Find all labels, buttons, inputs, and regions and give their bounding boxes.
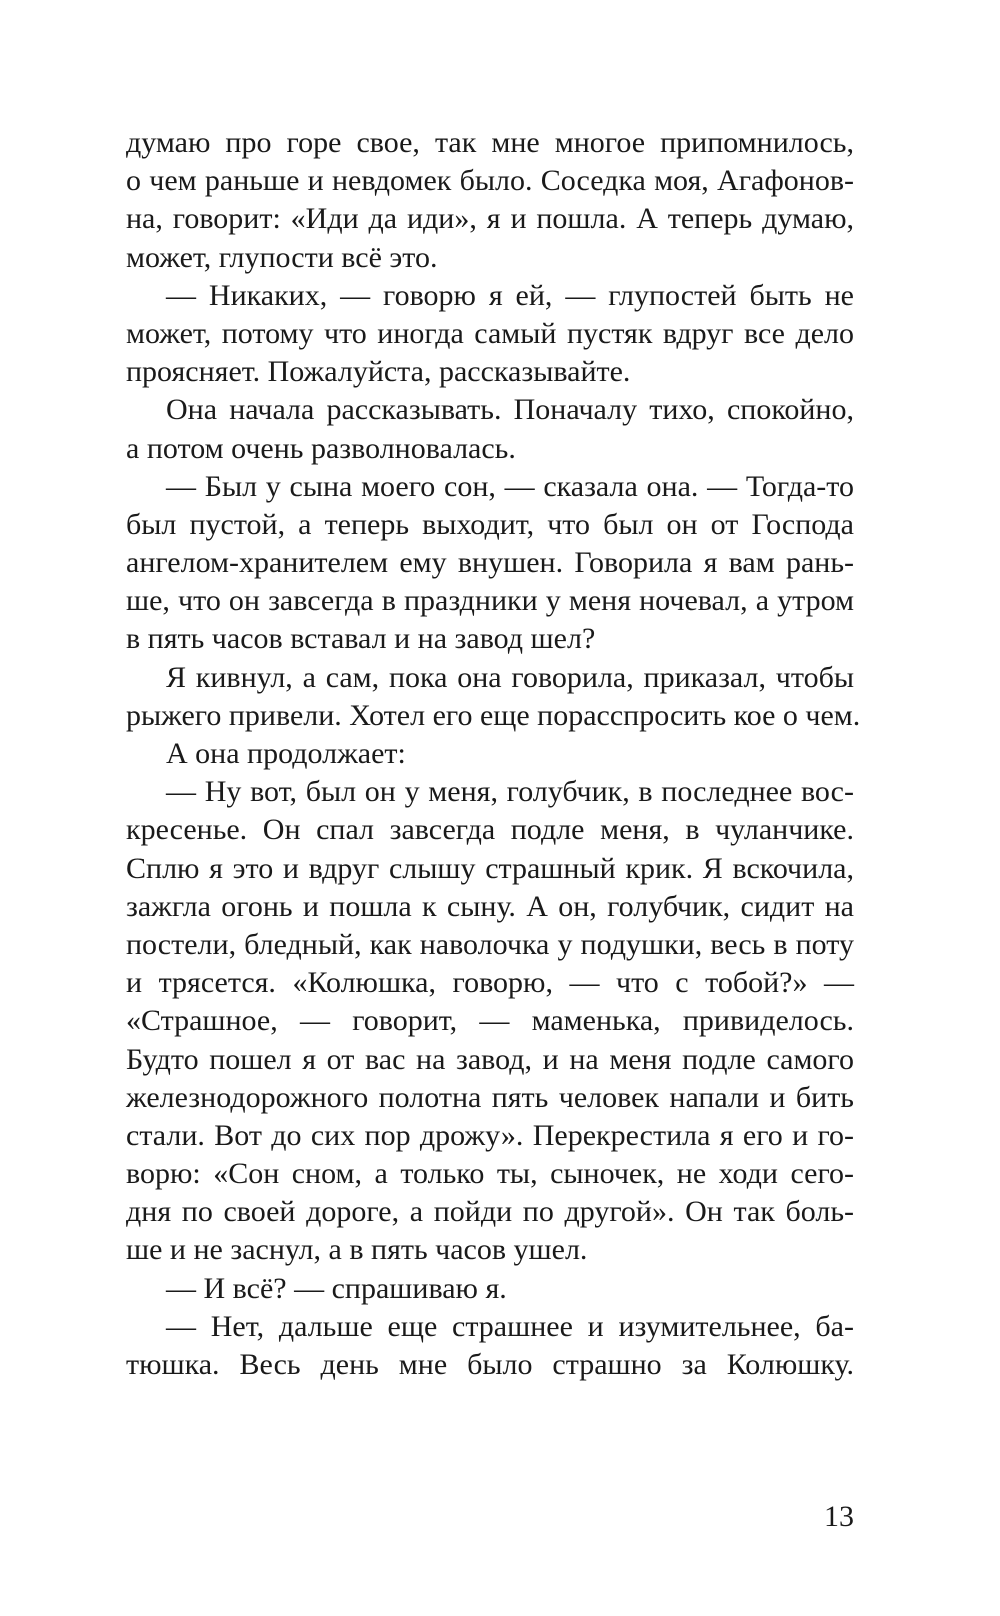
text-line: был пустой, а теперь выходит, что был он от Господа bbox=[126, 507, 854, 541]
text-line: и трясется. «Колюшка, говорю, — что с тобой?» — bbox=[126, 966, 854, 1000]
text-line: — Никаких, — говорю я ей, — глупостей быть не bbox=[166, 278, 854, 312]
text-line: дня по своей дороге, а пойди по другой». Он так боль- bbox=[126, 1195, 854, 1229]
text-line: тюшка. Весь день мне было страшно за Колюшку. bbox=[126, 1348, 854, 1381]
text-line: в пять часов вставал и на завод шел? bbox=[126, 622, 596, 656]
text-line: — Был у сына моего сон, — сказала она. — Тогда-то bbox=[166, 469, 854, 503]
text-line: о чем раньше и невдомек было. Соседка моя, Агафонов- bbox=[126, 164, 854, 198]
text-line: ангелом-хранителем ему внушен. Говорила я вам рань- bbox=[126, 546, 854, 580]
text-line: может, глупости всё это. bbox=[126, 240, 438, 274]
text-line: Сплю я это и вдруг слышу страшный крик. Я вскочила, bbox=[126, 851, 854, 885]
text-line: рыжего привели. Хотел его еще порасспросить кое о чем. bbox=[126, 698, 861, 732]
text-line: проясняет. Пожалуйста, рассказывайте. bbox=[126, 355, 631, 389]
text-line: ше и не заснул, а в пять часов ушел. bbox=[126, 1233, 588, 1267]
text-line: ворю: «Сон сном, а только ты, сыночек, не ходи сего- bbox=[126, 1157, 854, 1191]
text-line: железнодорожного полотна пять человек напали и бить bbox=[126, 1080, 854, 1114]
text-line: «Страшное, — говорит, — маменька, привиделось. bbox=[126, 1004, 854, 1038]
text-line: Я кивнул, а сам, пока она говорила, приказал, чтобы bbox=[166, 660, 854, 694]
page-number: 13 bbox=[824, 1500, 854, 1533]
text-line: постели, бледный, как наволочка у подушки, весь в поту bbox=[126, 927, 854, 961]
text-line: — И всё? — спрашиваю я. bbox=[166, 1271, 507, 1305]
text-line: на, говорит: «Иди да иди», я и пошла. А теперь думаю, bbox=[126, 202, 854, 236]
text-line: стали. Вот до сих пор дрожу». Перекрестила я его и го- bbox=[126, 1118, 854, 1152]
text-line: кресенье. Он спал завсегда подле меня, в чуланчике. bbox=[126, 813, 854, 847]
text-line: — Ну вот, был он у меня, голубчик, в последнее вос- bbox=[166, 775, 854, 809]
text-line: Будто пошел я от вас на завод, и на меня подле самого bbox=[126, 1042, 854, 1076]
text-line: может, потому что иногда самый пустяк вдруг все дело bbox=[126, 316, 854, 350]
text-line: ше, что он завсегда в праздники у меня ночевал, а утром bbox=[126, 584, 854, 618]
text-line: А она продолжает: bbox=[166, 737, 406, 770]
text-line: Она начала рассказывать. Поначалу тихо, спокойно, bbox=[166, 393, 854, 427]
body-text bbox=[126, 124, 861, 1384]
text-line: — Нет, дальше еще страшнее и изумительнее, ба- bbox=[166, 1309, 854, 1343]
text-line: думаю про горе свое, так мне многое припомнилось, bbox=[126, 126, 854, 159]
text-line: а потом очень разволновалась. bbox=[126, 431, 516, 465]
text-line: зажгла огонь и пошла к сыну. А он, голубчик, сидит на bbox=[126, 889, 854, 923]
